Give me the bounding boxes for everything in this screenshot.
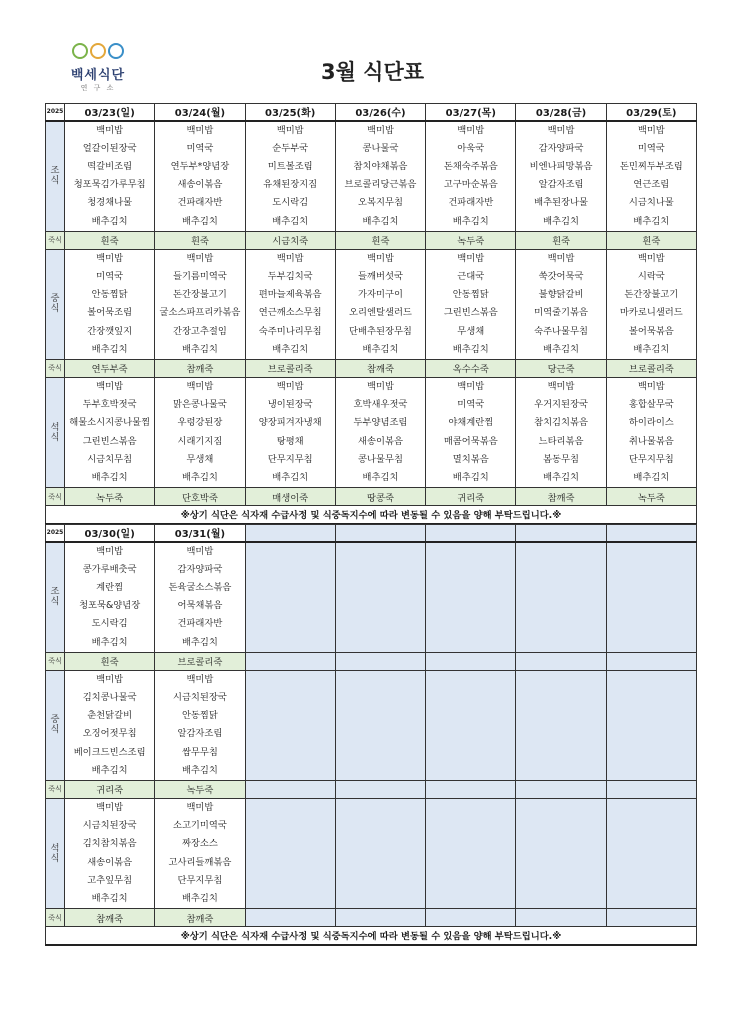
dish-item: 연근깨소스무침 [258,307,322,319]
dish-item: 편마늘제육볶음 [258,289,322,301]
dish-item: 불향닭갈비 [538,289,584,301]
dish-item: 참치야채볶음 [353,160,408,172]
dinner-menu-cell [606,377,696,487]
dish-item: 배추김치 [452,215,489,227]
dish-item: 미역국 [186,142,214,154]
empty-cell [516,670,606,780]
empty-cell [606,542,696,653]
empty-cell [516,780,606,798]
porridge-label: 죽식 [46,909,65,927]
dish-item: 단무지무침 [267,453,313,465]
dish-item: 백미밥 [96,380,124,392]
notice-text: ※상기 식단은 식자재 수급사정 및 식중독지수에 따라 변동될 수 있음을 양해 부탁드립니다.※ [46,506,697,524]
date-header: 03/26(수) [335,104,425,121]
empty-cell [516,909,606,927]
lunch-menu-cell [65,670,155,780]
empty-cell [245,652,335,670]
date-header: 03/31(월) [155,525,245,542]
dish-item: 콩나물국 [362,142,399,154]
dish-item: 청포묵김가루무침 [73,179,146,191]
dish-item: 백미밥 [186,380,214,392]
dish-item: 배추김치 [362,471,399,483]
dish-item: 굴소스파프리카볶음 [159,307,241,319]
dish-item: 배추김치 [91,343,128,355]
dish-item: 배추김치 [91,892,128,904]
empty-cell [245,670,335,780]
dish-item: 오징어젓무침 [82,728,137,740]
dish-item: 건파래자반 [177,197,223,209]
dish-item: 소고기미역국 [172,820,227,832]
porridge-cell: 시금치죽 [245,231,335,249]
dish-item: 그린빈스볶음 [82,435,137,447]
dish-item: 배추김치 [362,215,399,227]
dish-item: 시금치무침 [87,453,133,465]
dish-item: 백미밥 [547,124,575,136]
dish-item: 백미밥 [96,673,124,685]
dish-item: 춘천닭갈비 [87,710,133,722]
porridge-label: 죽식 [46,231,65,249]
dinner-menu-cell [155,377,245,487]
dish-item: 연근조림 [633,179,670,191]
dinner-label: 석 식 [46,798,65,908]
empty-cell [335,652,425,670]
logo-sub-text: 연 구 소 [80,84,116,92]
dish-item: 배추김치 [452,471,489,483]
dish-item: 호박새우젓국 [353,399,408,411]
dish-item: 미역줄기볶음 [534,307,588,319]
dish-item: 배추김치 [633,471,670,483]
dish-item: 봄동무침 [543,453,580,465]
porridge-cell: 흰죽 [155,231,245,249]
dish-item: 쌈무무침 [181,746,218,758]
dish-item: 새송이볶음 [177,179,223,191]
dish-item: 매콤어묵볶음 [443,435,498,447]
dish-item: 무생채 [457,325,485,337]
lunch-label: 중 식 [46,670,65,780]
dish-item: 배추김치 [181,471,218,483]
porridge-cell: 브로콜리죽 [245,359,335,377]
dinner-menu-cell [516,377,606,487]
dish-item: 김치참치볶음 [82,838,137,850]
empty-cell [335,780,425,798]
dish-item: 배추김치 [543,343,580,355]
dish-item: 백미밥 [637,124,665,136]
lunch-menu-cell [606,249,696,359]
dish-item: 백미밥 [367,124,394,136]
dish-item: 돈육굴소스볶음 [168,581,232,593]
date-header: 03/23(일) [65,104,155,121]
dish-item: 취나물볶음 [628,435,674,447]
dish-item: 콩가루배춧국 [82,563,137,575]
porridge-cell: 귀리죽 [426,488,516,506]
empty-cell [426,652,516,670]
dish-item: 고사리들깨볶음 [168,856,232,868]
dish-item: 무생채 [186,453,214,465]
porridge-cell: 매생이죽 [245,488,335,506]
empty-cell [606,652,696,670]
dish-item: 백미밥 [276,124,304,136]
dish-item: 시금치된장국 [82,820,137,832]
porridge-cell: 녹두죽 [606,488,696,506]
empty-cell [426,525,516,542]
dish-item: 얼갈이된장국 [82,142,137,154]
dish-item: 단배추된장무침 [349,325,412,337]
dish-item: 냉이된장국 [267,399,313,411]
empty-cell [335,542,425,653]
dish-item: 돈간장불고기 [172,289,227,301]
lunch-menu-cell [65,249,155,359]
empty-cell [426,670,516,780]
dish-item: 미역국 [457,399,485,411]
dish-item: 감자양파국 [538,142,584,154]
dish-item: 순두부국 [272,142,309,154]
porridge-cell: 옥수수죽 [426,359,516,377]
dish-item: 백미밥 [637,252,665,264]
date-header: 03/27(목) [426,104,516,121]
empty-cell [426,798,516,908]
dish-item: 감자양파국 [177,563,223,575]
dish-item: 떡갈비조림 [87,160,133,172]
date-header: 03/28(금) [516,104,606,121]
dish-item: 배추김치 [543,471,580,483]
empty-cell [245,780,335,798]
dish-item: 배추김치 [91,471,128,483]
dish-item: 안동찜닭 [452,289,489,301]
dish-item: 백미밥 [547,380,575,392]
dish-item: 알감자조림 [538,179,584,191]
dish-item: 마카로니샐러드 [619,307,683,319]
dish-item: 두부김치국 [267,270,313,282]
lunch-menu-cell [245,249,335,359]
porridge-cell: 당근죽 [516,359,606,377]
dish-item: 멸치볶음 [452,453,489,465]
dish-item: 배추된장나물 [534,197,588,209]
porridge-cell: 흰죽 [516,231,606,249]
dish-item: 미역국 [637,142,665,154]
dish-item: 돈채숙주볶음 [443,160,498,172]
dish-item: 그린빈스볶음 [443,307,498,319]
empty-cell [426,909,516,927]
dish-item: 탕평채 [276,435,304,447]
dish-item: 배추김치 [181,764,218,776]
dish-item: 백미밥 [367,380,394,392]
dish-item: 오복지무침 [358,197,403,209]
dish-item: 새송이볶음 [358,435,403,447]
dish-item: 우렁강된장 [177,417,223,429]
lunch-menu-cell [155,670,245,780]
notice-text: ※상기 식단은 식자재 수급사정 및 식중독지수에 따라 변동될 수 있음을 양해 부탁드립니다.※ [46,927,697,945]
dish-item: 배추김치 [633,343,670,355]
dish-item: 배추김치 [272,343,309,355]
dish-item: 배추김치 [91,215,128,227]
dish-item: 배추김치 [272,471,309,483]
breakfast-label: 조 식 [46,542,65,653]
dish-item: 건파래자반 [448,197,494,209]
dish-item: 청포묵&양념장 [79,600,141,612]
porridge-cell: 녹두죽 [65,488,155,506]
breakfast-menu-cell [426,121,516,232]
empty-cell [516,798,606,908]
dish-item: 어묵채볶음 [177,600,223,612]
lunch-menu-cell [335,249,425,359]
dish-item: 백미밥 [457,124,485,136]
breakfast-menu-cell [65,121,155,232]
empty-cell [606,798,696,908]
breakfast-menu-cell [606,121,696,232]
dish-item: 유채된장지짐 [263,179,318,191]
dish-item: 두부양념조림 [353,417,408,429]
breakfast-menu-cell [65,542,155,653]
lunch-label: 중 식 [46,249,65,359]
porridge-cell: 연두부죽 [65,359,155,377]
porridge-cell: 참깨죽 [155,359,245,377]
dish-item: 간장고추절임 [172,325,227,337]
dish-item: 들깨버섯국 [358,270,403,282]
dish-item: 백미밥 [457,252,485,264]
dish-item: 배추김치 [181,892,218,904]
empty-cell [335,525,425,542]
dish-item: 백미밥 [276,380,304,392]
dish-item: 백미밥 [186,801,214,813]
dish-item: 콩나물무침 [358,453,403,465]
dinner-menu-cell [155,798,245,908]
porridge-cell: 흰죽 [606,231,696,249]
dish-item: 백미밥 [96,545,124,557]
dish-item: 아욱국 [457,142,485,154]
porridge-label: 죽식 [46,652,65,670]
empty-cell [245,542,335,653]
dish-item: 백미밥 [637,380,665,392]
breakfast-menu-cell [335,121,425,232]
dish-item: 숙주미나리무침 [258,325,322,337]
dish-item: 연두부*양념장 [170,160,230,172]
porridge-cell: 참깨죽 [516,488,606,506]
dinner-label: 석 식 [46,377,65,487]
dinner-menu-cell [426,377,516,487]
empty-cell [426,542,516,653]
dish-item: 백미밥 [96,252,124,264]
dish-item: 시래기지짐 [177,435,223,447]
porridge-label: 죽식 [46,780,65,798]
dish-item: 미역국 [96,270,124,282]
empty-cell [606,670,696,780]
dish-item: 배추김치 [181,215,218,227]
dish-item: 가자미구이 [358,289,403,301]
porridge-cell: 참깨죽 [155,909,245,927]
porridge-cell: 흰죽 [335,231,425,249]
empty-cell [606,525,696,542]
porridge-cell: 단호박죽 [155,488,245,506]
porridge-cell: 참깨죽 [65,909,155,927]
dish-item: 고구마순볶음 [443,179,498,191]
dish-item: 백미밥 [186,673,214,685]
dish-item: 단무지무침 [177,874,223,886]
logo-brand-text: 백세식단 [70,68,126,83]
dish-item: 도시락김 [91,618,128,630]
dish-item: 백미밥 [96,124,124,136]
dish-item: 고추잎무침 [87,874,133,886]
dish-item: 두부호박젓국 [82,399,137,411]
porridge-cell: 귀리죽 [65,780,155,798]
year-cell: 2025 [46,525,65,542]
dish-item: 백미밥 [276,252,304,264]
dish-item: 야채계란찜 [448,417,494,429]
dish-item: 백미밥 [457,380,485,392]
dish-item: 들기름미역국 [172,270,227,282]
dish-item: 배추김치 [91,636,128,648]
dish-item: 숙주나물무침 [534,325,588,337]
lunch-menu-cell [426,249,516,359]
breakfast-menu-cell [245,121,335,232]
date-header: 03/25(화) [245,104,335,121]
dish-item: 베이크드빈스조림 [73,746,146,758]
dish-item: 배추김치 [272,215,309,227]
dish-item: 배추김치 [633,215,670,227]
porridge-cell: 녹두죽 [155,780,245,798]
lunch-menu-cell [155,249,245,359]
dish-item: 계란찜 [96,581,124,593]
dish-item: 배추김치 [91,764,128,776]
porridge-cell: 땅콩죽 [335,488,425,506]
dish-item: 김치콩나물국 [82,691,137,703]
page-title: 3월 식단표 [320,60,425,84]
dinner-menu-cell [65,377,155,487]
dish-item: 쑥갓어묵국 [538,270,584,282]
dish-item: 백미밥 [186,124,214,136]
date-header: 03/29(토) [606,104,696,121]
dish-item: 시금치된장국 [172,691,227,703]
dish-item: 배추김치 [181,636,218,648]
empty-cell [335,909,425,927]
porridge-cell: 참깨죽 [335,359,425,377]
menu-table-week1 [45,103,697,525]
dish-item: 느타리볶음 [538,435,584,447]
porridge-cell: 흰죽 [65,652,155,670]
dish-item: 짜장소스 [181,838,218,850]
dish-item: 양장피겨자냉채 [258,417,322,429]
empty-cell [516,542,606,653]
year-cell: 2025 [46,104,65,121]
dish-item: 해물소시지콩나물찜 [69,417,151,429]
porridge-label: 죽식 [46,359,65,377]
dish-item: 백미밥 [96,801,124,813]
dish-item: 우거지된장국 [534,399,588,411]
dish-item: 오리엔탈샐러드 [349,307,412,319]
porridge-cell: 브로콜리죽 [606,359,696,377]
dish-item: 볼어묵볶음 [628,325,674,337]
dish-item: 미트볼조림 [267,160,313,172]
dish-item: 시금치나물 [628,197,674,209]
dish-item: 배추김치 [543,215,580,227]
dish-item: 안동찜닭 [181,710,218,722]
dish-item: 홍합살무국 [628,399,674,411]
porridge-label: 죽식 [46,488,65,506]
dish-item: 브로콜리당근볶음 [344,179,417,191]
dish-item: 배추김치 [181,343,218,355]
dish-item: 근대국 [457,270,485,282]
breakfast-label: 조 식 [46,121,65,232]
dish-item: 안동찜닭 [91,289,128,301]
dish-item: 백미밥 [186,545,214,557]
empty-cell [426,780,516,798]
dish-item: 비엔나피망볶음 [529,160,593,172]
dish-item: 하이라이스 [628,417,674,429]
dish-item: 돈간장불고기 [624,289,679,301]
empty-cell [245,909,335,927]
dinner-menu-cell [335,377,425,487]
dish-item: 백미밥 [186,252,214,264]
empty-cell [606,780,696,798]
dinner-menu-cell [65,798,155,908]
breakfast-menu-cell [155,542,245,653]
empty-cell [335,798,425,908]
menu-table-week2 [45,524,697,946]
empty-cell [516,525,606,542]
dish-item: 새송이볶음 [87,856,133,868]
porridge-cell: 녹두죽 [426,231,516,249]
porridge-cell: 브로콜리죽 [155,652,245,670]
lunch-menu-cell [516,249,606,359]
empty-cell [335,670,425,780]
breakfast-menu-cell [155,121,245,232]
dinner-menu-cell [245,377,335,487]
dish-item: 백미밥 [547,252,575,264]
breakfast-menu-cell [516,121,606,232]
dish-item: 청경채나물 [87,197,133,209]
date-header: 03/30(일) [65,525,155,542]
empty-cell [245,798,335,908]
empty-cell [606,909,696,927]
dish-item: 건파래자반 [177,618,223,630]
dish-item: 볼어묵조림 [87,307,133,319]
dish-item: 단무지무침 [628,453,674,465]
dish-item: 시락국 [637,270,665,282]
dish-item: 배추김치 [452,343,489,355]
dish-item: 간장깻잎지 [87,325,133,337]
dish-item: 돈민찌두부조림 [619,160,683,172]
porridge-cell: 흰죽 [65,231,155,249]
dish-item: 맑은콩나물국 [172,399,227,411]
dish-item: 알감자조림 [177,728,223,740]
empty-cell [516,652,606,670]
date-header: 03/24(월) [155,104,245,121]
empty-cell [245,525,335,542]
dish-item: 참치김치볶음 [534,417,588,429]
dish-item: 배추김치 [362,343,399,355]
dish-item: 도시락김 [272,197,309,209]
dish-item: 백미밥 [367,252,394,264]
